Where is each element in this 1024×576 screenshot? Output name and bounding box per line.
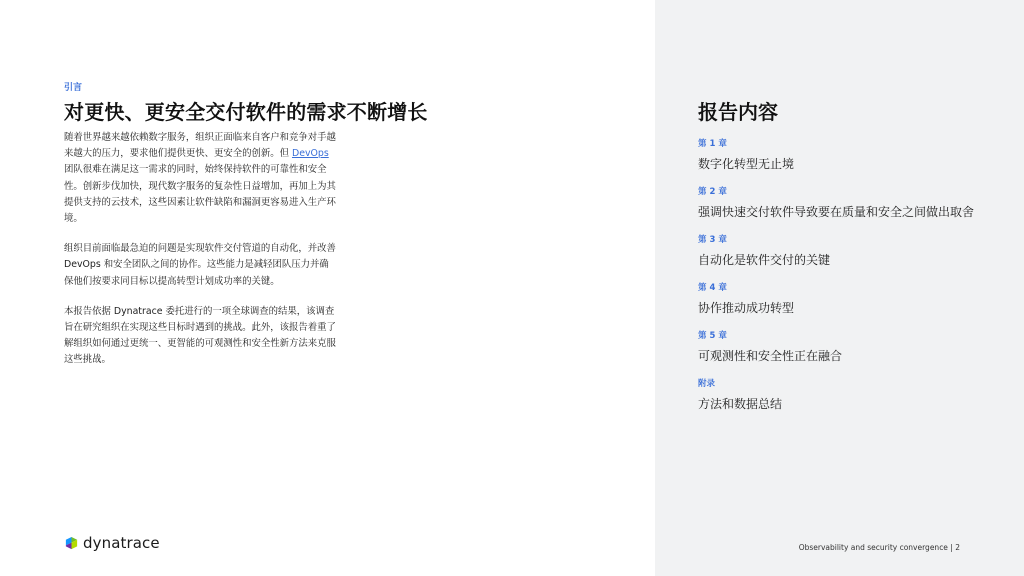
toc-item-chapter-3[interactable]: [698, 234, 988, 270]
intro-paragraph-2: 组织目前面临最急迫的问题是实现软件交付管道的自动化，并改善 DevOps 和安全团队之间的协作。这些能力是减轻团队压力并确保他们按要求同目标以提高转型计划成功率的关键。: [64, 243, 336, 287]
dynatrace-logo: [64, 534, 160, 552]
toc-item-text: 可观测性和安全性正在融合: [698, 349, 843, 363]
toc-item-label: 第 3 章: [698, 235, 727, 245]
toc-item-text: 协作推动成功转型: [698, 301, 795, 315]
devops-link[interactable]: DevOps: [291, 148, 329, 160]
intro-paragraph-3: 本报告依据 Dynatrace 委托进行的一项全球调查的结果，该调查旨在研究组织在实现这些目标时遇到的挑战。此外，该报告着重了解组织如何通过更统一、更智能的可观测性和安全性新方法来克服这些挑战。: [64, 305, 336, 366]
toc-item-appendix[interactable]: [698, 378, 988, 414]
logo-text: dynatrace: [83, 534, 160, 552]
intro-body: [64, 130, 336, 383]
toc-item-chapter-2[interactable]: [698, 186, 988, 222]
page-footer: Observability and security convergence | 2: [798, 543, 960, 552]
toc-item-text: 数字化转型无止境: [698, 157, 795, 171]
toc-item-label: 第 2 章: [698, 187, 727, 197]
dynatrace-logo-icon: [64, 536, 79, 551]
toc-item-chapter-1[interactable]: [698, 138, 988, 174]
toc-item-chapter-4[interactable]: [698, 282, 988, 318]
toc-item-text: 方法和数据总结: [698, 397, 783, 411]
toc-item-text: 自动化是软件交付的关键: [698, 253, 831, 267]
toc-item-label: 附录: [698, 379, 716, 389]
intro-paragraph-1-start: 随着世界越来越依赖数字服务，组织正面临来自客户和竞争对手越来越大的压力，要求他们提供更快、更安全的创新。但: [64, 132, 336, 160]
intro-paragraph-1: [64, 130, 336, 227]
toc-item-text: 强调快速交付软件导致要在质量和安全之间做出取舍: [698, 205, 975, 219]
toc-item-chapter-5[interactable]: [698, 330, 988, 366]
toc-title: 报告内容: [698, 100, 778, 124]
intro-paragraph-1-end: 团队很难在满足这一需求的同时，始终保持软件的可靠性和安全性。创新步伐加快，现代数字服务的复杂性日益增加，再加上为其提供支持的云技术，这些因素让软件缺陷和漏洞更容易进入生产环境。: [64, 164, 336, 225]
toc-list: [698, 138, 988, 426]
page-title: 对更快、更安全交付软件的需求不断增长: [64, 100, 428, 124]
toc-item-label: 第 5 章: [698, 331, 727, 341]
section-eyebrow: 引言: [64, 83, 83, 93]
toc-item-label: 第 4 章: [698, 283, 727, 293]
toc-item-label: 第 1 章: [698, 139, 727, 149]
